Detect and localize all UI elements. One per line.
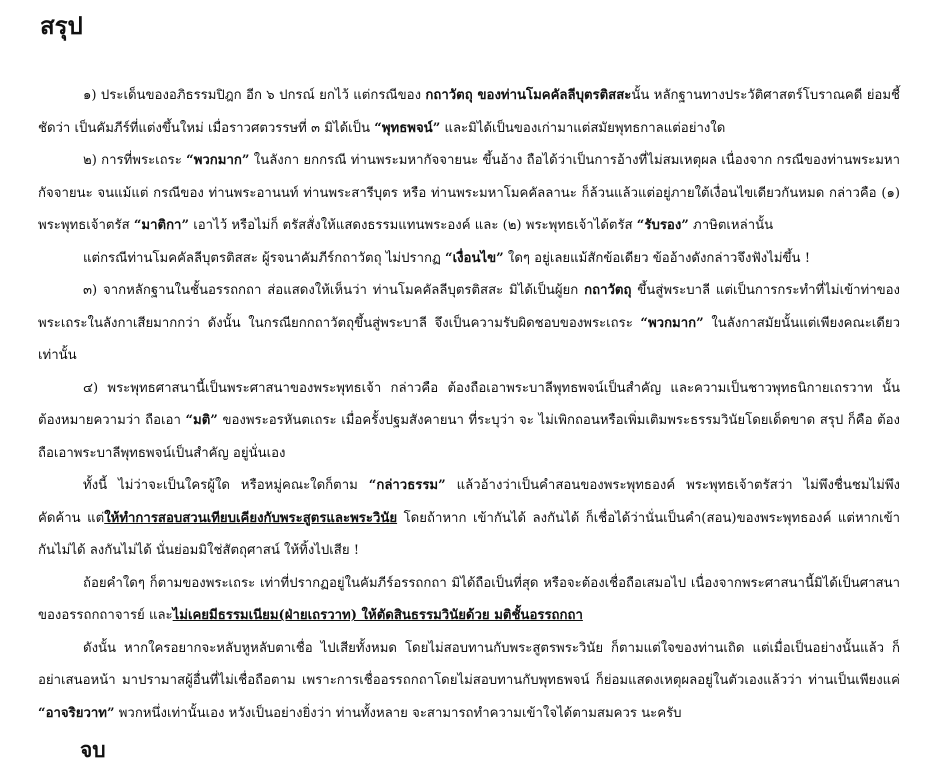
text: ของพระอรหันตเถระ เมื่อครั้งปฐมสังคายนา ที่ระบุว่า จะ ไม่เพิกถอนหรือเพิ่มเติมพระธรรมวินัยโดยเด็ดขาด สรุป ก็คือ ต้องถือเอาพระบาลีพุทธพจน์เป็นสำคัญ อยู่นั่นเอง: [38, 413, 900, 461]
text: พวกหนึ่งเท่านั้นเอง หวังเป็นอย่างยิ่งว่า ท่านทั้งหลาย จะสามารถทำความเข้าใจได้ตามสมควร นะครับ: [114, 705, 682, 721]
summary-body: [38, 80, 900, 730]
text: ขึ้นสู่พระบาลี แต่เป็นการกระทำที่ไม่เข้าท่าของพระเถระในลังกาเสียมากกว่า ดังนั้น ในกรณียกกถาวัตถุขึ้นสู่พระบาลี จึงเป็นความรับผิดชอบของพระเถระ: [38, 283, 901, 331]
bold-text: ให้ทำการสอบสวนเทียบเคียงกับพระสูตรและพระวินัย: [104, 510, 398, 526]
paragraph-8: [38, 633, 900, 731]
bold-text: “เงื่อนไข”: [445, 250, 504, 266]
paragraph-7: [38, 568, 900, 633]
text: ทั้งนี้ ไม่ว่าจะเป็นใครผู้ใด หรือหมู่คณะใดก็ตาม: [83, 478, 369, 493]
bold-text: กถาวัตถุ: [584, 283, 632, 298]
text: ในลังกาสมัยนั้นแต่เพียงคณะเดียวเท่านั้น: [38, 315, 900, 363]
underlined-bold-text: [173, 608, 583, 623]
bold-text: “อาจริยวาท”: [38, 705, 115, 721]
text: ๓) จากหลักฐานในชั้นอรรถกถา ส่อแสดงให้เห็นว่า ท่านโมคคัลลีบุตรติสสะ มิได้เป็นผู้ยก: [83, 283, 585, 298]
text: ภาษิตเหล่านั้น: [688, 218, 774, 233]
bold-italic-text: “กล่าวธรรม”: [368, 478, 446, 493]
paragraph-1: [38, 80, 900, 145]
text: และมิได้เป็นของเก่ามาแต่สมัยพุทธกาลแต่อย่างใด: [440, 120, 726, 136]
paragraph-3: [38, 243, 900, 276]
end-marker: จบ: [80, 737, 106, 762]
text: เอาไว้ หรือไม่ก็ ตรัสสั่งให้แสดงธรรมแทนพระองค์ และ (๒) พระพุทธเจ้าได้ตรัส: [189, 218, 637, 233]
bold-text: กถาวัตถุ ของท่านโมคคัลลีบุตรติสสะ: [425, 88, 632, 103]
text: ดังนั้น หากใครอยากจะหลับหูหลับตาเชื่อ ไปเสียทั้งหมด โดยไม่สอบทานกับพระสูตรพระวินัย ก็ตามแต่ใจของท่านเถิด แต่เมื่อเป็นอย่างนั้นแล้ว ก็อย่าเสนอหน้า มาปรามาสผู้อื่นที่ไม่เชื่อถือตาม เพราะการเชื่ออรรถกถาโดยไม่สอบทานกับพุทธพจน์ ก็ย่อมแสดงเหตุผลอยู่ในตัวเองแล้วว่า ท่านเป็นเพียงแค่: [38, 640, 900, 688]
bold-text: “พวกมาก”: [186, 153, 250, 168]
text: ถ้อยคำใดๆ ก็ตามของพระเถระ เท่าที่ปรากฏอยู่ในคัมภีร์อรรถกถา มิได้ถือเป็นที่สุด หรือจะต้องเชื่อถือเสมอไป เนื่องจากพระศาสนานี้มิได้เป็นศาสนาของอรรถกถาจารย์ และ: [38, 575, 900, 623]
text: แต่กรณีท่านโมคคัลลีบุตรติสสะ ผู้รจนาคัมภีร์กถาวัตถุ ไม่ปรากฏ: [83, 250, 445, 266]
bold-text: ไม่เคยมีธรรมเนียม(ฝ่ายเถรวาท) ให้ตัดสินธรรมวินัยด้วย มติชั้นอรรถกถา: [172, 608, 583, 623]
paragraph-5: [38, 373, 900, 471]
bold-text: “รับรอง”: [636, 218, 689, 233]
paragraph-2: [38, 145, 900, 243]
text: นั้น หลักฐานทางประวัติศาสตร์โบราณคดี ย่อมชี้ชัดว่า เป็นคัมภีร์ที่แต่งขึ้นใหม่ เมื่อราวศตวรรษที่ ๓ มิได้เป็น: [38, 88, 900, 136]
paragraph-6: [38, 470, 900, 568]
bold-text: “มาติกา”: [133, 218, 190, 233]
text: ๔) พระพุทธศาสนานี้เป็นพระศาสนาของพระพุทธเจ้า กล่าวคือ ต้องถือเอาพระบาลีพุทธพจน์เป็นสำคัญ และความเป็นชาวพุทธนิกายเถรวาท นั้น ต้องหมายความว่า ถือเอา: [38, 380, 900, 428]
paragraph-4: [38, 275, 900, 373]
bold-text: “พวกมาก”: [640, 315, 704, 331]
text: ใดๆ อยู่เลยแม้สักข้อเดียว ข้ออ้างดังกล่าวจึงฟังไม่ขึ้น !: [503, 250, 811, 266]
text: ในลังกา ยกกรณี ท่านพระมหากัจจายนะ ขึ้นอ้าง ถือได้ว่าเป็นการอ้างที่ไม่สมเหตุผล เนื่องจาก กรณีของท่านพระมหากัจจายนะ จนแม้แต่ กรณีของ ท่านพระอานนท์ ท่านพระสารีบุตร หรือ ท่านพระมหาโมคคัลลานะ ก็ล้วนแล้วแต่อยู่ภายใต้เงื่อนไขเดียวกันหมด กล่าวคือ (๑) พระพุทธเจ้าตรัส: [38, 153, 900, 233]
text: โดยถ้าหาก เข้ากันได้ ลงกันได้ ก็เชื่อได้ว่านั่นเป็นคำ(สอน)ของพระพุทธองค์ แต่หากเข้ากันไม่ได้ ลงกันไม่ได้ นั่นย่อมมิใช่สัตถุศาสน์ ให้ทิ้งไปเสีย !: [38, 510, 900, 558]
text: ๑) ประเด็นของอภิธรรมปิฎก อีก ๖ ปกรณ์ ยกไว้ แต่กรณีของ: [83, 88, 426, 103]
bold-text: “มติ”: [185, 413, 218, 428]
underlined-bold-text: [104, 511, 397, 526]
bold-text: “พุทธพจน์”: [374, 120, 441, 136]
text: แล้วอ้างว่าเป็นคำสอนของพระพุทธองค์ พระพุทธเจ้าตรัสว่า ไม่พึงชื่นชมไม่พึงคัดค้าน แต่: [38, 478, 900, 526]
text: ๒) การที่พระเถระ: [83, 153, 187, 168]
page-title: สรุป: [40, 11, 83, 40]
